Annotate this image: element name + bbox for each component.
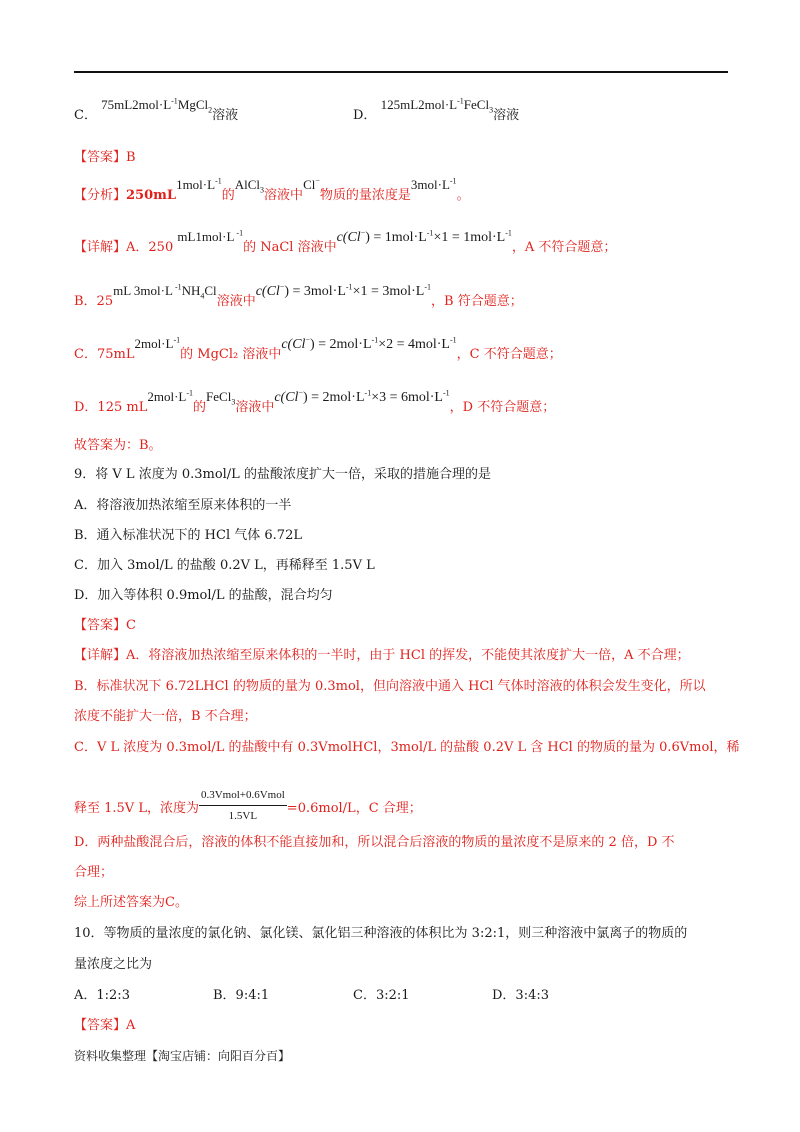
q9-detail-b1: B．标准状况下 6.72LHCl 的物质的量为 0.3mol，但向溶液中通入 HCl 气体时溶液的体积会发生变化，所以 [74, 679, 706, 694]
footer-note: 资料收集整理【淘宝店铺：向阳百分百】 [74, 1049, 291, 1063]
option-d: D． $125mL2mol\cdot L^{-1}FeCl_3$溶液 [353, 96, 520, 123]
q9-detail-b2: 浓度不能扩大一倍，B 不合理； [74, 709, 257, 724]
q9-option-d: D．加入等体积 0.9mol/L 的盐酸，混合均匀 [74, 588, 333, 603]
q9-detail-c2: 释至 1.5V L，浓度为 $\frac{\text{0.3Vmol+0.6Vmol}}{1.5VL}$ =0.6mol/L，C 合理； [74, 789, 422, 828]
detail-8-a: 【详解】A．250 mL1mol·L $^{-1}$的 NaCl 溶液中$c(Cl^-) = 1mol\cdot L^{-1}\times 1 = 1mol\cdot L^{-1}$，A 不符合题意； [74, 228, 617, 255]
q9-answer: 【答案】C [74, 618, 136, 633]
q10-option-b: B．9:4:1 [213, 988, 270, 1003]
header-rule [74, 71, 728, 73]
q9-detail-d1: D．两种盐酸混合后，溶液的体积不能直接加和，所以混合后溶液的物质的量浓度不是原来的 2 倍，D 不 [74, 835, 675, 850]
detail-8-c: C．$75mL2mol\cdot L^{-1}$的 MgCl₂ 溶液中$c(Cl^-) = 2mol\cdot L^{-1}\times 2 = 4mol\cdot L^{-1}$，C 不符合题意； [74, 335, 562, 362]
q9-detail-d2: 合理； [74, 865, 114, 880]
q10-option-d: D．3:4:3 [492, 988, 549, 1003]
q9-detail-c1: C．V L 浓度为 0.3mol/L 的盐酸中有 0.3VmolHCl，3mol/L 的盐酸 0.2V L 含 HCl 的物质的量为 0.6Vmol，稀 [74, 740, 740, 755]
detail-8-b: B．25mL 3mol·L $^{-1}NH_4Cl$溶液中$c(Cl^-) = 3mol\cdot L^{-1}\times 1 = 3mol\cdot L^{-1}$，B 符合题意； [74, 282, 523, 309]
q9-option-b: B．通入标准状况下的 HCl 气体 6.72L [74, 528, 302, 543]
q9-detail-a: 【详解】A．将溶液加热浓缩至原来体积的一半时，由于 HCl 的挥发，不能使其浓度扩大一倍，A 不合理； [74, 648, 690, 663]
answer-8: 【答案】B [74, 150, 136, 165]
option-c: C． $75mL2mol\cdot L^{-1}MgCl_2$溶液 [74, 96, 239, 123]
q10-stem-2: 量浓度之比为 [74, 957, 153, 972]
q9-stem: 9．将 V L 浓度为 0.3mol/L 的盐酸浓度扩大一倍，采取的措施合理的是 [74, 467, 491, 482]
q9-option-c: C．加入 3mol/L 的盐酸 0.2V L，再稀释至 1.5V L [74, 558, 375, 573]
concentration-fraction: $\frac{\text{0.3Vmol+0.6Vmol}}{1.5VL}$ [199, 786, 287, 825]
q10-answer: 【答案】A [74, 1018, 136, 1033]
q10-option-a: A．1:2:3 [74, 988, 130, 1003]
q9-conclusion: 综上所述答案为C。 [74, 895, 188, 910]
analysis-8: 【分析】$250mL1mol\cdot L^{-1}$的AlCl$_3$溶液中Cl−物质的量浓度是$3mol\cdot L^{-1}$。 [74, 176, 470, 203]
detail-8-d: D．125 $mL2mol\cdot L^{-1}$的FeCl$_3$溶液中$c(Cl^-) = 2mol\cdot L^{-1}\times 3 = 6mol\cdot L^{-1}$，D 不符合题意； [74, 388, 556, 415]
conclusion-8: 故答案为：B。 [74, 438, 162, 453]
q9-option-a: A．将溶液加热浓缩至原来体积的一半 [74, 498, 292, 513]
q10-option-c: C．3:2:1 [353, 988, 410, 1003]
q10-stem-1: 10．等物质的量浓度的氯化钠、氯化镁、氯化铝三种溶液的体积比为 3:2:1，则三种溶液中氯离子的物质的 [74, 926, 688, 941]
